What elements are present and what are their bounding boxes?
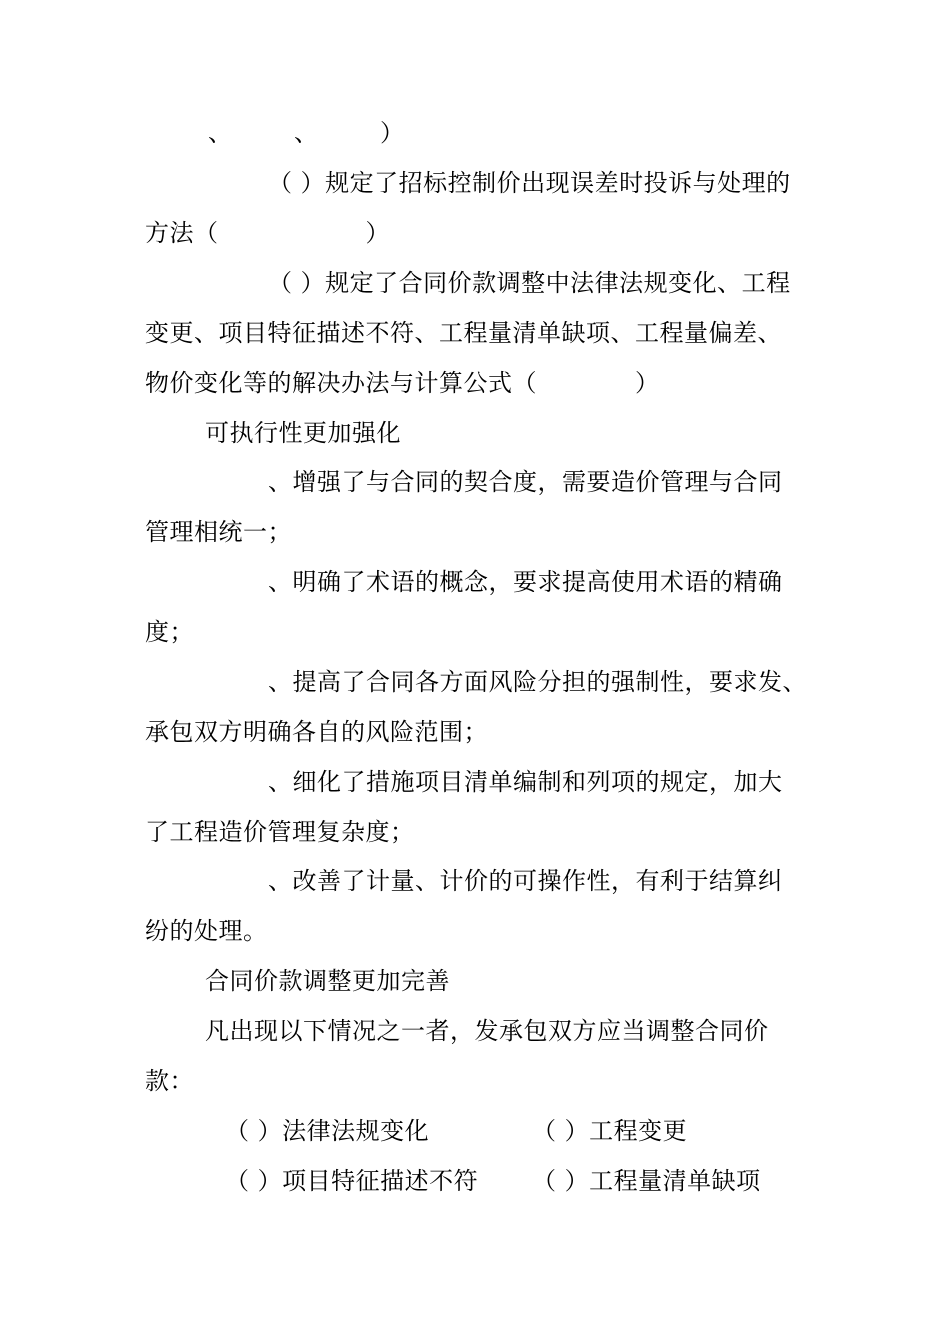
text-line: 度； xyxy=(145,618,194,646)
text-line: （ ）规定了合同价款调整中法律法规变化、工程 xyxy=(268,269,791,297)
text-line: 、提高了合同各方面风险分担的强制性，要求发、 xyxy=(268,668,807,696)
text-line: 、明确了术语的概念，要求提高使用术语的精确 xyxy=(268,568,783,596)
text-line: 款： xyxy=(145,1067,194,1095)
list-item: （ ）工程变更 xyxy=(532,1117,688,1145)
text-line: 方法（ ） xyxy=(145,219,390,247)
text-line: 、增强了与合同的契合度，需要造价管理与合同 xyxy=(268,468,783,496)
text-line: 承包双方明确各自的风险范围； xyxy=(145,718,488,746)
text-line: 变更、项目特征描述不符、工程量清单缺项、工程量偏差、 xyxy=(145,319,782,347)
section-heading: 合同价款调整更加完善 xyxy=(205,967,450,995)
section-heading: 可执行性更加强化 xyxy=(205,419,401,447)
list-item: （ ）项目特征描述不符 xyxy=(225,1167,479,1195)
text-line: （ ）规定了招标控制价出现误差时投诉与处理的 xyxy=(268,169,791,197)
text-line: 管理相统一； xyxy=(145,518,292,546)
text-line: 、 、 ） xyxy=(208,119,405,147)
text-line: 、细化了措施项目清单编制和列项的规定，加大 xyxy=(268,768,783,796)
list-item: （ ）工程量清单缺项 xyxy=(532,1167,761,1195)
list-item: （ ）法律法规变化 xyxy=(225,1117,430,1145)
text-line: 物价变化等的解决办法与计算公式（ ） xyxy=(145,369,660,397)
text-line: 纷的处理。 xyxy=(145,917,268,945)
text-line: 、改善了计量、计价的可操作性，有利于结算纠 xyxy=(268,867,783,895)
text-line: 了工程造价管理复杂度； xyxy=(145,818,415,846)
text-line: 凡出现以下情况之一者，发承包双方应当调整合同价 xyxy=(205,1017,769,1045)
